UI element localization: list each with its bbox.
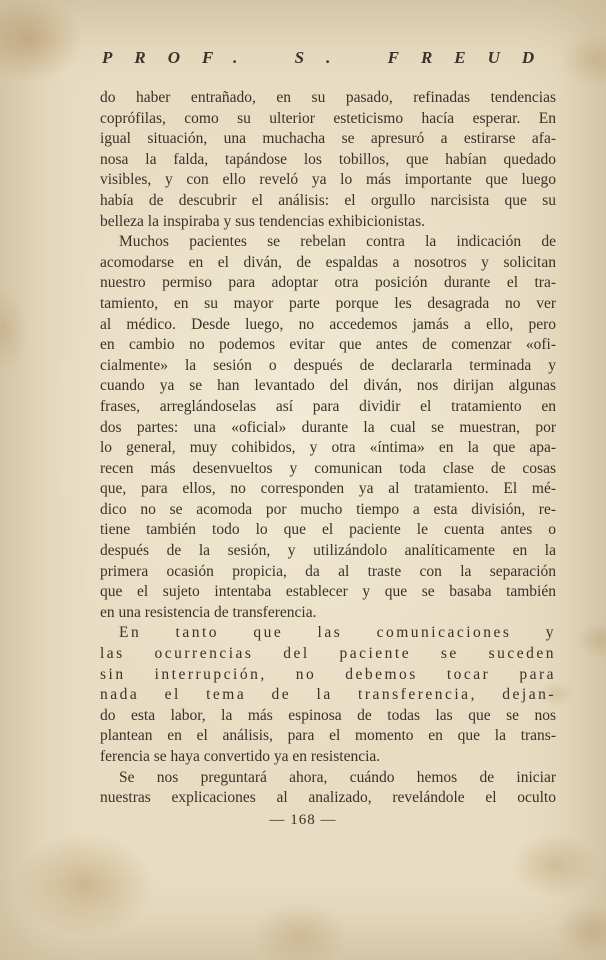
paragraph-emphasized — [100, 623, 556, 767]
text-line: cialmente» la sesión o después de declararla terminada y — [100, 356, 556, 374]
text-line: do haber entrañado, en su pasado, refinadas tendencias — [100, 89, 556, 106]
text-line-spaced: nada el tema de la transferencia, dejan- — [100, 686, 556, 704]
text-line: que, para ellos, no corresponden ya al tratamiento. El mé- — [100, 480, 556, 498]
text-line: en cambio no podemos evitar que antes de comenzar «ofi- — [100, 336, 556, 354]
text-line: nuestro permiso para adoptar otra posición durante el tra- — [100, 274, 556, 292]
text-block — [100, 88, 556, 809]
text-line: dos partes: una «oficial» durante la cual se muestran, por — [100, 418, 556, 436]
text-line: recen más desenvueltos y comunican toda clase de cosas — [100, 459, 556, 477]
text-line: Se nos preguntará ahora, cuándo hemos de iniciar — [119, 768, 556, 786]
text-line: acomodarse en el diván, de espaldas a nosotros y solicitan — [100, 253, 556, 271]
text-line-spaced: sin interrupción, no debemos tocar para — [100, 665, 556, 683]
text-line: primera ocasión propicia, da al traste con la separación — [100, 562, 556, 580]
running-header: PROF. S. FREUD — [102, 48, 557, 67]
text-line: que el sujeto intentaba establecer y que se basaba también — [100, 583, 556, 601]
text-line: tiene también todo lo que el paciente le cuenta antes o — [100, 521, 556, 539]
text-line: nuestras explicaciones al analizado, revelándole el oculto — [100, 789, 556, 807]
text-line-spaced: las ocurrencias del paciente se suceden — [100, 645, 556, 663]
paragraph — [100, 232, 556, 623]
text-line: en una resistencia de transferencia. — [100, 603, 317, 621]
text-line: lo general, muy cohibidos, y otra «íntima» en la que apa- — [100, 439, 556, 457]
text-line: tamiento, en su mayor parte porque les desagrada no ver — [100, 294, 556, 312]
text-line: ferencia se haya convertido ya en resistencia. — [100, 748, 381, 765]
text-line: belleza la inspiraba y sus tendencias exhibicionistas. — [100, 212, 425, 230]
text-line-spaced: En tanto que las comunicaciones y — [119, 624, 556, 642]
text-line: plantean en el análisis, para el momento en que la trans- — [100, 727, 556, 745]
text-line: igual situación, una muchacha se apresuró a estirarse afa- — [100, 130, 556, 148]
text-line: dico no se acomoda por mucho tiempo a esta división, re- — [100, 500, 556, 518]
text-line: cuando ya se han levantado del diván, nos dirijan algunas — [100, 377, 556, 395]
text-line: do esta labor, la más espinosa de todas las que se nos — [100, 706, 556, 724]
text-line: nosa la falda, tapándose los tobillos, que habían quedado — [100, 150, 556, 168]
text-line: al médico. Desde luego, no accedemos jamás a ello, pero — [100, 315, 556, 333]
text-line: había de descubrir el análisis: el orgullo narcisista que su — [100, 191, 556, 209]
paragraph — [100, 768, 556, 809]
text-line: Muchos pacientes se rebelan contra la indicación de — [119, 233, 556, 251]
paragraph — [100, 88, 556, 232]
page-number: — 168 — — [269, 812, 337, 828]
text-line: después de la sesión, y utilizándolo analíticamente en la — [100, 542, 556, 560]
text-line: visibles, y con ello reveló ya lo más importante que luego — [100, 171, 556, 189]
text-line: frases, arreglándoselas así para dividir el tratamiento en — [100, 397, 556, 415]
text-line: coprófilas, como su ulterior esteticismo hacía esperar. En — [100, 109, 556, 127]
